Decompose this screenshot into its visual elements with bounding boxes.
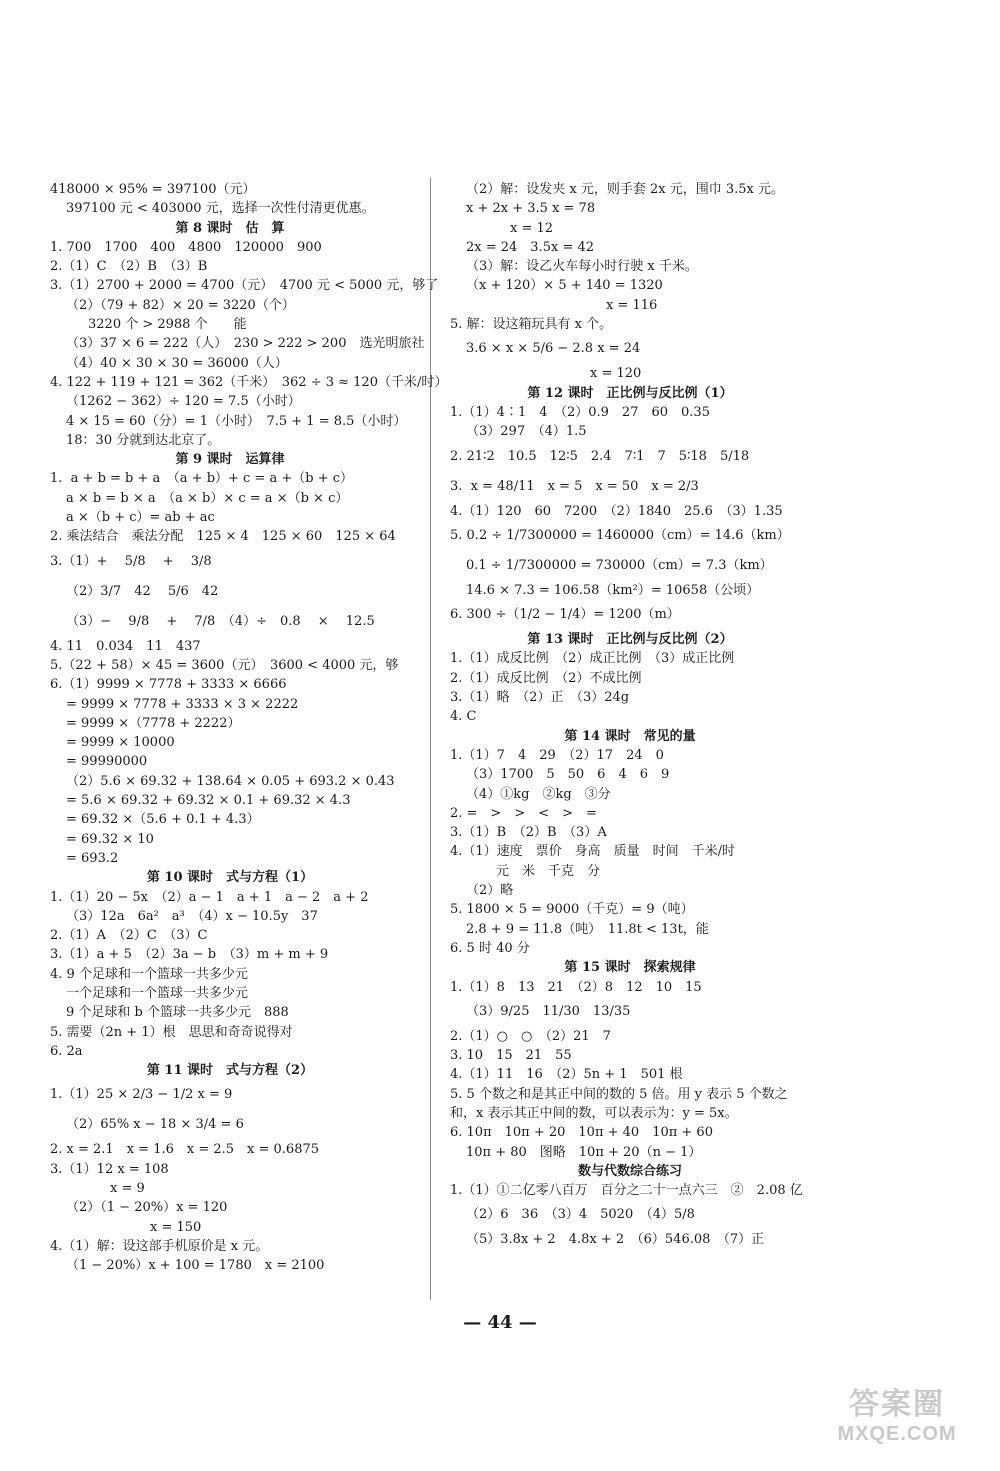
text-line: 6. 300 ÷（1/2 − 1/4）= 1200（m） xyxy=(450,607,680,623)
text-line: 4. 122 + 119 + 121 = 362（千米） 362 ÷ 3 ≈ 120（千米/时） xyxy=(50,374,448,390)
text-line: 2. 21∶2 10.5 12∶5 2.4 7∶1 7 5∶18 5/18 xyxy=(450,448,750,464)
text-line: 4.（1）11 16 （2）5n + 1 501 根 xyxy=(450,1067,683,1083)
text-line: 1.（1）4∶1 4 （2）0.9 27 60 0.35 xyxy=(450,404,710,420)
text-line: 18：30 分就到达北京了。 xyxy=(66,432,221,448)
text-line: 1.（1）8 13 21 （2）8 12 10 15 xyxy=(450,979,702,995)
section-heading: 第 12 课时 正比例与反比例（1） xyxy=(527,385,733,401)
section-heading: 第 11 课时 式与方程（2） xyxy=(146,1063,314,1079)
text-line: 3220 个 > 2988 个 能 xyxy=(88,317,247,333)
text-line: 9 个足球和 b 个篮球一共多少元 888 xyxy=(66,1005,289,1021)
text-line: 2. x = 2.1 x = 1.6 x = 2.5 x = 0.6875 xyxy=(50,1142,320,1158)
text-line: （2）65% x − 18 × 3/4 = 6 xyxy=(66,1117,244,1133)
section-heading: 第 8 课时 估 算 xyxy=(175,220,285,236)
text-line: （3）297 （4）1.5 xyxy=(466,424,587,440)
text-line: （2）（79 + 82）× 20 = 3220（个） xyxy=(66,297,295,313)
text-line: 6. 5 时 40 分 xyxy=(450,940,530,956)
text-line: 1.（1）①二亿零八百万 百分之二十一点六三 ② 2.08 亿 xyxy=(450,1183,803,1199)
text-line: x = 12 xyxy=(510,220,554,236)
text-line: = 693.2 xyxy=(66,850,119,866)
text-line: x = 120 xyxy=(590,366,642,382)
text-line: = 5.6 × 69.32 + 69.32 × 0.1 + 69.32 × 4.3 xyxy=(66,793,351,809)
text-line: = 99990000 xyxy=(66,754,148,770)
text-line: （4）①kg ②kg ③分 xyxy=(466,786,611,802)
right-column xyxy=(450,180,810,1250)
text-line: 3.（1）+ 5/8 + 3/8 xyxy=(50,553,212,569)
watermark-logo xyxy=(822,1379,972,1449)
text-line: 10π + 80 图略 10π + 20（n − 1） xyxy=(466,1144,702,1160)
text-line: （1 − 20%）x + 100 = 1780 x = 2100 xyxy=(66,1258,325,1274)
text-line: 4. 11 0.034 11 437 xyxy=(50,638,201,654)
text-line: 5. 0.2 ÷ 1/7300000 = 1460000（cm）= 14.6（km） xyxy=(450,527,790,543)
text-line: 2x = 24 3.5x = 42 xyxy=(466,239,595,255)
text-line: （3）解：设乙火车每小时行驶 x 千米。 xyxy=(466,259,698,275)
text-line: 2.（1）A （2）C （3）C xyxy=(50,928,208,944)
text-line: x + 2x + 3.5 x = 78 xyxy=(466,201,596,217)
text-line: 4.（1）120 60 7200 （2）1840 25.6 （3）1.35 xyxy=(450,503,783,519)
text-line: （2）3/7 42 5/6 42 xyxy=(66,583,219,599)
text-line: 1. 700 1700 400 4800 120000 900 xyxy=(50,239,322,255)
page-number: — 44 — xyxy=(463,1312,537,1333)
text-line: （3）− 9/8 + 7/8 （4）÷ 0.8 × 12.5 xyxy=(66,613,375,629)
text-line: 1.（1）成反比例 （2）成正比例 （3）成正比例 xyxy=(450,651,735,667)
text-line: （3）12a 6a² a³ （4）x − 10.5y 37 xyxy=(66,908,318,924)
text-line: 元 米 千克 分 xyxy=(496,863,601,879)
text-line: a ×（b + c）= ab + ac xyxy=(66,510,215,526)
text-line: 397100 元 < 403000 元，选择一次性付清更优惠。 xyxy=(66,201,375,217)
text-line: 3.6 × x × 5/6 − 2.8 x = 24 xyxy=(466,341,641,357)
section-heading: 第 10 课时 式与方程（1） xyxy=(146,870,314,886)
text-line: 5. 5 个数之和是其正中间的数的 5 倍。用 y 表示 5 个数之 xyxy=(450,1086,788,1102)
left-column xyxy=(50,180,448,1276)
text-line: 5.（22 + 58）× 45 = 3600（元） 3600 < 4000 元，够 xyxy=(50,657,399,673)
text-line: a × b = b × a （a × b）× c = a ×（b × c） xyxy=(66,490,349,506)
section-heading: 数与代数综合练习 xyxy=(577,1163,682,1179)
text-line: 418000 × 95% = 397100（元） xyxy=(50,182,256,197)
text-line: 3.（1）a + 5 （2）3a − b （3）m + m + 9 xyxy=(50,947,329,963)
text-line: 14.6 × 7.3 = 106.58（km²）= 10658（公顷） xyxy=(466,582,760,598)
text-line: 6.（1）9999 × 7778 + 3333 × 6666 xyxy=(50,677,287,693)
text-line: 和，x 表示其正中间的数，可以表示为：y = 5x。 xyxy=(450,1105,738,1121)
section-heading: 第 14 课时 常见的量 xyxy=(564,728,696,744)
text-line: （x + 120）× 5 + 140 = 1320 xyxy=(466,278,663,294)
text-line: 2. = > > < > = xyxy=(450,805,597,821)
text-line: 1.（1）25 × 2/3 − 1/2 x = 9 xyxy=(50,1087,233,1103)
text-line: （5）3.8x + 2 4.8x + 2 （6）546.08 （7）正 xyxy=(466,1232,765,1248)
text-line: = 69.32 × 10 xyxy=(66,831,154,847)
section-heading: 第 13 课时 正比例与反比例（2） xyxy=(527,632,733,648)
text-line: 4. 9 个足球和一个篮球一共多少元 xyxy=(50,966,248,982)
text-line: （2）略 xyxy=(466,883,514,899)
text-line: 3.（1）略 （2）正 （3）24g xyxy=(450,690,630,706)
text-line: = 69.32 ×（5.6 + 0.1 + 4.3） xyxy=(66,812,260,828)
text-line: 0.1 ÷ 1/7300000 = 730000（cm）= 7.3（km） xyxy=(466,557,773,573)
text-line: 4.（1）解：设这部手机原价是 x 元。 xyxy=(50,1238,269,1254)
text-line: （1262 − 362）÷ 120 = 7.5（小时） xyxy=(66,394,301,410)
text-line: （3）1700 5 50 6 4 6 9 xyxy=(466,767,670,783)
text-line: （3）9/25 11/30 13/35 xyxy=(466,1003,631,1019)
text-line: 2.（1）○ ○ （2）21 7 xyxy=(450,1028,611,1044)
text-line: = 9999 × 10000 xyxy=(66,735,175,751)
watermark-url: MXQE.COM xyxy=(837,1423,957,1445)
text-line: （2）5.6 × 69.32 + 138.64 × 0.05 + 693.2 × 0.43 xyxy=(66,773,395,789)
section-heading: 第 15 课时 探索规律 xyxy=(564,960,696,976)
text-line: 2.（1）成反比例 （2）不成比例 xyxy=(450,670,642,686)
text-line: （2）6 36 （3）4 5020 （4）5/8 xyxy=(466,1207,695,1223)
watermark-logo-text: 答案圈 xyxy=(849,1387,945,1422)
text-line: （2）（1 − 20%）x = 120 xyxy=(66,1200,228,1216)
text-line: 5. 需要（2n + 1）根 思思和奇奇说得对 xyxy=(50,1024,293,1040)
text-line: 3. x = 48/11 x = 5 x = 50 x = 2/3 xyxy=(450,478,699,494)
text-line: 6. 10π 10π + 20 10π + 40 10π + 60 xyxy=(450,1125,713,1141)
text-line: 1. a + b = b + a （a + b）+ c = a +（b + c） xyxy=(50,471,354,487)
text-line: （4）40 × 30 × 30 = 36000（人） xyxy=(66,355,288,371)
text-line: 一个足球和一个篮球一共多少元 xyxy=(66,985,249,1001)
text-line: x = 9 xyxy=(110,1181,145,1197)
text-line: （3）37 × 6 = 222（人） 230 > 222 > 200 选光明旅社 xyxy=(66,336,425,352)
text-line: 4. C xyxy=(450,709,477,725)
text-line: 2.（1）C （2）B （3）B xyxy=(50,259,208,275)
text-line: 6. 2a xyxy=(50,1043,83,1059)
text-line: 3.（1）12 x = 108 xyxy=(50,1161,169,1177)
text-line: 5. 解：设这箱玩具有 x 个。 xyxy=(450,317,613,333)
text-line: x = 116 xyxy=(606,297,658,313)
text-line: （2）解：设发夹 x 元，则手套 2x 元，围巾 3.5x 元。 xyxy=(466,182,785,197)
text-line: x = 150 xyxy=(150,1219,202,1235)
text-line: 5. 1800 × 5 = 9000（千克）= 9（吨） xyxy=(450,902,694,918)
text-line: 3. 10 15 21 55 xyxy=(450,1048,572,1064)
text-line: = 9999 × 7778 + 3333 × 3 × 2222 xyxy=(66,696,299,712)
section-heading: 第 9 课时 运算律 xyxy=(175,452,285,468)
text-line: 2.8 + 9 = 11.8（吨） 11.8t < 13t，能 xyxy=(466,921,709,937)
text-line: 1.（1）20 − 5x （2）a − 1 a + 1 a − 2 a + 2 xyxy=(50,889,369,905)
text-line: 4.（1）速度 票价 身高 质量 时间 千米/时 xyxy=(450,844,736,860)
text-line: 3.（1）B （2）B （3）A xyxy=(450,825,607,841)
text-line: 2. 乘法结合 乘法分配 125 × 4 125 × 60 125 × 64 xyxy=(50,529,396,545)
text-line: 1.（1）7 4 29 （2）17 24 0 xyxy=(450,747,664,763)
column-divider xyxy=(430,178,431,1300)
text-line: = 9999 ×（7778 + 2222） xyxy=(66,715,241,731)
text-line: 4 × 15 = 60（分）= 1（小时） 7.5 + 1 = 8.5（小时） xyxy=(66,413,407,429)
text-line: 3.（1）2700 + 2000 = 4700（元） 4700 元 < 5000 元，够了 xyxy=(50,278,439,294)
